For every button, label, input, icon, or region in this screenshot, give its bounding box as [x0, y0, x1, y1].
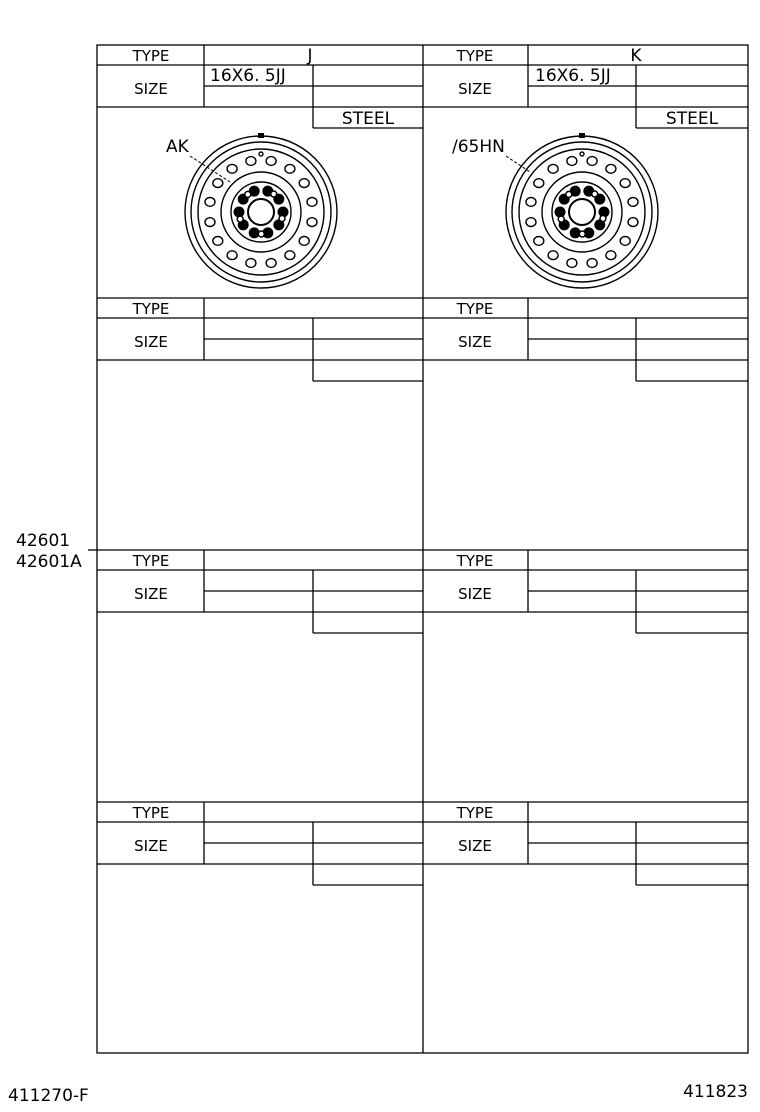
vent-hole [567, 259, 577, 268]
vent-hole [205, 198, 215, 207]
wheel-outer-rim [185, 136, 337, 288]
size-label-6: SIZE [458, 585, 492, 603]
type-label-3: TYPE [132, 300, 170, 318]
vent-hole [534, 179, 544, 188]
vent-hole [285, 164, 295, 173]
type-label-1: TYPE [132, 47, 170, 65]
lug-nut-hole [245, 191, 251, 197]
wheel-code-ak: AK [166, 137, 189, 157]
vent-hole [266, 259, 276, 268]
type-label-4: TYPE [456, 300, 494, 318]
lug-nut-hole [566, 191, 572, 197]
size-label-3: SIZE [134, 333, 168, 351]
vent-hole [548, 251, 558, 260]
vent-hole [213, 237, 223, 246]
material-value-j: STEEL [341, 109, 395, 129]
wheel-disc-edge [198, 149, 324, 275]
type-value-j: J [307, 46, 313, 66]
footer-right-code: 411823 [683, 1082, 748, 1102]
size-label-5: SIZE [134, 585, 168, 603]
vent-hole [606, 164, 616, 173]
vent-hole [628, 198, 638, 207]
size-label-1: SIZE [134, 80, 168, 98]
leader-line-ak [190, 156, 230, 182]
type-value-k: K [630, 46, 642, 66]
vent-hole [266, 157, 276, 166]
wheel-rim-inner [191, 142, 331, 282]
vent-hole [307, 218, 317, 227]
type-label-5: TYPE [132, 552, 170, 570]
steel-wheel-drawing-j [185, 133, 337, 288]
vent-hole [587, 157, 597, 166]
wheel-rim-inner [512, 142, 652, 282]
type-label-2: TYPE [456, 47, 494, 65]
vent-hole [606, 251, 616, 260]
lug-nut-hole [237, 216, 243, 222]
lug-nut-hole [279, 216, 285, 222]
wheel-hub-outer [221, 172, 301, 252]
vent-hole [620, 237, 630, 246]
vent-hole [213, 179, 223, 188]
size-value-j: 16X6. 5JJ [210, 66, 286, 86]
lug-nut-hole [579, 231, 585, 237]
wheel-center-bore [248, 199, 274, 225]
size-label-4: SIZE [458, 333, 492, 351]
size-label-2: SIZE [458, 80, 492, 98]
steel-wheel-drawing-k [506, 133, 658, 288]
vent-hole [526, 218, 536, 227]
lug-nut-hole [558, 216, 564, 222]
vent-hole [628, 218, 638, 227]
vent-hole [205, 218, 215, 227]
vent-hole [246, 157, 256, 166]
vent-hole [620, 179, 630, 188]
vent-hole [227, 164, 237, 173]
valve-stem [258, 133, 264, 138]
part-number-42601a: 42601A [16, 552, 82, 572]
lug-nut-hole [600, 216, 606, 222]
vent-hole [299, 179, 309, 188]
size-label-8: SIZE [458, 837, 492, 855]
size-label-7: SIZE [134, 837, 168, 855]
vent-hole [285, 251, 295, 260]
vent-hole [567, 157, 577, 166]
wheel-hub-outer [542, 172, 622, 252]
wheel-code-65hn: /65HN [452, 137, 505, 157]
lug-nut-hole [271, 191, 277, 197]
wheel-disc-edge [519, 149, 645, 275]
type-label-8: TYPE [456, 804, 494, 822]
wheel-outer-rim [506, 136, 658, 288]
vent-hole [587, 259, 597, 268]
valve-hole [259, 152, 263, 156]
valve-hole [580, 152, 584, 156]
material-value-k: STEEL [665, 109, 719, 129]
vent-hole [307, 198, 317, 207]
vent-hole [299, 237, 309, 246]
vent-hole [526, 198, 536, 207]
part-number-42601: 42601 [16, 531, 71, 551]
vent-hole [534, 237, 544, 246]
lug-nut-hole [592, 191, 598, 197]
size-value-k: 16X6. 5JJ [535, 66, 611, 86]
type-label-6: TYPE [456, 552, 494, 570]
valve-stem [579, 133, 585, 138]
type-label-7: TYPE [132, 804, 170, 822]
footer-left-code: 411270-F [8, 1086, 89, 1106]
lug-nut-hole [258, 231, 264, 237]
wheel-center-bore [569, 199, 595, 225]
vent-hole [246, 259, 256, 268]
vent-hole [227, 251, 237, 260]
vent-hole [548, 164, 558, 173]
